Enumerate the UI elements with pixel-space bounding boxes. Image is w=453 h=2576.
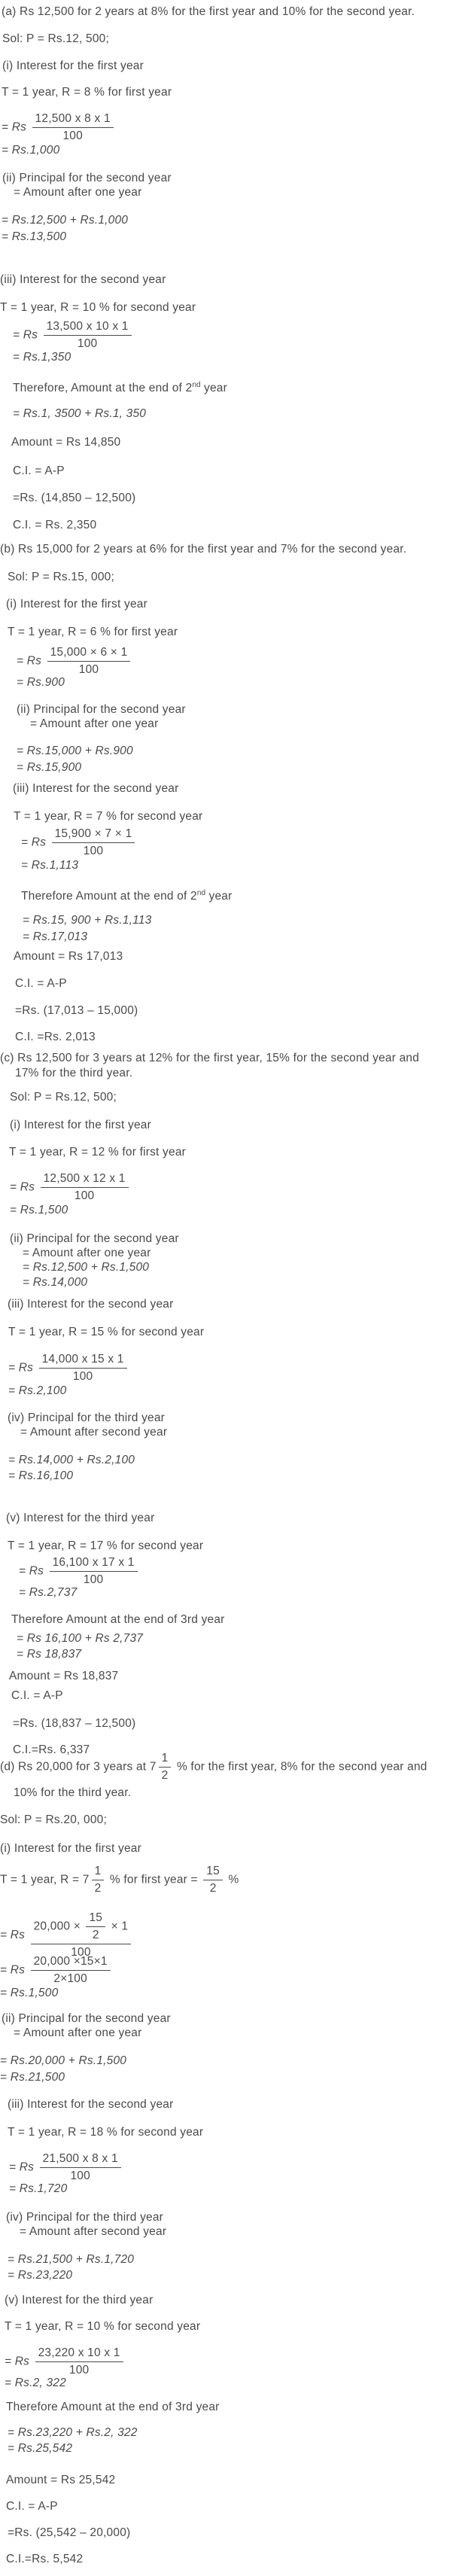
text-segment: (iv) Principal for the third year xyxy=(8,1411,166,1424)
fraction-denominator: 100 xyxy=(74,1189,95,1202)
text-segment: = Amount after second year xyxy=(20,2225,167,2238)
part-a-heading xyxy=(2,5,415,20)
fraction-numerator: 13,500 x 10 x 1 xyxy=(44,319,132,336)
fraction-denominator: 100 xyxy=(83,1573,104,1586)
c-i-result xyxy=(10,1203,68,1218)
text-segment: = Amount after one year xyxy=(23,1247,151,1259)
c-iii-result xyxy=(8,1384,66,1399)
text-segment: = Rs xyxy=(2,120,30,134)
a-ii-sum xyxy=(2,213,128,228)
fraction-numerator: 15 xyxy=(86,1911,105,1927)
b-iii-result xyxy=(21,858,78,873)
fraction xyxy=(92,1864,105,1896)
a-amount-heading xyxy=(13,378,227,396)
text-segment: C.I. = A-P xyxy=(11,1689,63,1702)
a-amount-sum xyxy=(13,406,146,422)
fraction-numerator: 15,900 × 7 × 1 xyxy=(52,827,135,843)
text-segment: (i) Interest for the first year xyxy=(10,1119,151,1131)
b-amount-sum xyxy=(23,913,151,928)
text-segment: = Rs.2,100 xyxy=(8,1384,67,1397)
c-iii-heading xyxy=(8,1297,173,1312)
c-v-equation xyxy=(19,1555,140,1588)
text-segment: (iii) Interest for the second year xyxy=(13,782,179,795)
text-segment: year xyxy=(205,890,233,903)
text-segment: 17% for the third year. xyxy=(15,1067,133,1079)
c-v-rate xyxy=(8,1539,203,1554)
d-i-equation-1 xyxy=(0,1911,133,1960)
fraction-numerator: 23,220 x 10 x 1 xyxy=(35,2346,123,2362)
text-segment: =Rs. (17,013 – 15,000) xyxy=(15,1004,138,1017)
part-c-heading-line1 xyxy=(0,1051,419,1066)
d-amount-result xyxy=(6,2473,115,2488)
text-segment: T = 1 year, R = 6 % for first year xyxy=(8,626,178,638)
text-segment: = Rs.14,000 + Rs.2,100 xyxy=(8,1454,135,1466)
fraction xyxy=(50,1555,138,1588)
text-segment: (b) Rs 15,000 for 2 years at 6% for the first year and 7% for the second year. xyxy=(0,543,407,556)
d-ii-subline xyxy=(14,2026,141,2041)
b-amount-subresult xyxy=(23,930,87,945)
fraction xyxy=(32,111,114,144)
text-segment: = Rs xyxy=(5,2355,33,2368)
fraction-numerator xyxy=(31,1911,132,1944)
text-segment: = Rs.1,500 xyxy=(0,1987,59,1999)
fraction xyxy=(31,1954,111,1987)
d-ci-result xyxy=(6,2552,83,2567)
d-amount-heading xyxy=(6,2400,220,2415)
fraction-numerator: 21,500 x 8 x 1 xyxy=(40,2151,121,2168)
text-segment: = Rs.1, 3500 + Rs.1, 350 xyxy=(13,407,147,420)
text-segment: (ii) Principal for the second year xyxy=(2,172,172,184)
text-segment: C.I.=Rs. 6,337 xyxy=(13,1743,90,1756)
fraction-denominator: 100 xyxy=(62,129,83,142)
b-iii-heading xyxy=(13,781,178,796)
c-ii-heading xyxy=(10,1232,179,1247)
text-segment: 20,000 × xyxy=(33,1920,84,1933)
d-ci-formula xyxy=(6,2499,58,2514)
text-segment: C.I. = A-P xyxy=(15,977,67,990)
text-segment: (d) Rs 20,000 for 3 years at 7 xyxy=(0,1760,157,1774)
b-ci-formula xyxy=(15,976,67,991)
text-segment: Amount = Rs 14,850 xyxy=(11,436,121,449)
d-i-rate xyxy=(0,1864,239,1896)
b-i-heading xyxy=(6,597,147,612)
d-i-equation-2 xyxy=(0,1954,113,1987)
c-amount-subresult xyxy=(17,1647,81,1662)
fraction xyxy=(40,2151,121,2184)
c-i-heading xyxy=(10,1118,151,1133)
c-iv-sum xyxy=(8,1453,135,1468)
c-ii-result xyxy=(23,1275,87,1290)
text-segment: = Rs xyxy=(19,1564,47,1578)
text-segment: = Rs.14,000 xyxy=(23,1276,88,1289)
text-segment: Amount = Rs 18,837 xyxy=(9,1670,119,1682)
fraction-denominator: 2 xyxy=(92,1929,99,1941)
c-i-equation xyxy=(10,1171,131,1204)
fraction xyxy=(203,1864,223,1896)
text-segment: = Rs.900 xyxy=(17,676,65,689)
part-c-heading-line2 xyxy=(15,1066,132,1081)
fraction xyxy=(86,1911,105,1943)
c-iv-heading xyxy=(8,1411,165,1426)
c-ii-sum xyxy=(23,1260,149,1275)
text-segment: T = 1 year, R = 18 % for second year xyxy=(8,2126,204,2139)
text-segment: (i) Interest for the first year xyxy=(0,1842,141,1855)
text-segment: = Rs.1,350 xyxy=(13,351,71,364)
text-segment: T = 1 year, R = 8 % for first year xyxy=(2,86,172,99)
a-i-rate xyxy=(2,85,172,100)
fraction-denominator: 2 xyxy=(161,1769,169,1782)
text-segment: (iv) Principal for the third year xyxy=(6,2211,164,2224)
c-i-rate xyxy=(9,1145,186,1160)
part-d-heading-line1 xyxy=(0,1751,427,1783)
d-ii-sum xyxy=(0,2054,126,2069)
text-segment: year xyxy=(200,382,227,395)
text-segment: Therefore Amount at the end of 2 xyxy=(21,890,197,903)
d-v-result xyxy=(5,2376,66,2391)
b-i-rate xyxy=(8,625,178,640)
text-segment: C.I. =Rs. 2,013 xyxy=(15,1031,96,1043)
text-segment: = Rs.1,500 xyxy=(10,1204,68,1216)
text-segment: (v) Interest for the third year xyxy=(5,2294,154,2307)
b-amount-result xyxy=(14,949,123,964)
fraction-numerator: 1 xyxy=(92,1864,105,1880)
a-i-equation xyxy=(2,111,116,144)
fraction-denominator: 100 xyxy=(68,2364,90,2377)
part-b-sol xyxy=(8,570,114,585)
d-ii-heading xyxy=(2,2011,171,2026)
a-iii-rate xyxy=(0,300,196,315)
b-i-result xyxy=(17,675,65,690)
text-segment: (c) Rs 12,500 for 3 years at 12% for the first year, 15% for the second year and xyxy=(0,1052,420,1064)
text-segment: % for the first year, 8% for the second year and xyxy=(173,1760,427,1774)
text-segment: T = 1 year, R = 10 % for second year xyxy=(0,301,196,314)
c-amount-heading xyxy=(11,1612,225,1628)
text-segment: (ii) Principal for the second year xyxy=(17,703,186,716)
text-segment: = Rs.1,113 xyxy=(21,859,79,872)
text-segment: T = 1 year, R = 15 % for second year xyxy=(8,1326,205,1338)
text-segment: C.I.=Rs. 5,542 xyxy=(6,2553,84,2565)
text-segment: = Rs.16,100 xyxy=(8,1469,74,1482)
b-ii-sum xyxy=(17,744,133,759)
fraction xyxy=(35,2346,123,2378)
a-ci-result xyxy=(13,518,96,533)
a-i-result xyxy=(2,143,59,158)
d-iii-equation xyxy=(9,2151,123,2184)
a-amount-result xyxy=(11,435,120,450)
fraction xyxy=(52,827,135,859)
fraction-numerator: 12,500 x 8 x 1 xyxy=(32,111,114,128)
c-iv-result xyxy=(8,1469,73,1484)
text-segment: × 1 xyxy=(108,1920,129,1933)
text-segment: = Rs.2,737 xyxy=(19,1586,78,1599)
b-amount-heading xyxy=(21,886,232,904)
text-segment: Therefore Amount at the end of 3rd year xyxy=(11,1613,225,1626)
text-segment: = Rs.15,000 + Rs.900 xyxy=(17,744,133,757)
b-ci-sub xyxy=(15,1003,138,1019)
fraction-denominator: 100 xyxy=(71,1946,91,1959)
d-iv-sum xyxy=(8,2252,134,2267)
fraction xyxy=(41,1171,129,1204)
text-segment: Amount = Rs 25,542 xyxy=(6,2474,116,2486)
text-segment: % xyxy=(224,1873,239,1886)
text-segment: T = 1 year, R = 17 % for second year xyxy=(8,1539,204,1552)
d-v-equation xyxy=(5,2346,126,2378)
fraction-denominator: 100 xyxy=(78,663,99,676)
a-ii-subline xyxy=(14,185,141,200)
text-segment: = Rs.15,900 xyxy=(17,761,82,774)
ordinal-superscript: nd xyxy=(196,889,206,897)
text-segment: Therefore, Amount at the end of 2 xyxy=(13,382,193,395)
text-segment: Amount = Rs 17,013 xyxy=(14,950,123,963)
c-amount-sum xyxy=(17,1631,143,1646)
text-segment: (a) Rs 12,500 for 2 years at 8% for the first year and 10% for the second year. xyxy=(2,5,415,18)
text-segment: =Rs. (18,837 – 12,500) xyxy=(13,1717,136,1730)
fraction-numerator: 20,000 ×15×1 xyxy=(31,1954,111,1971)
text-segment: T = 1 year, R = 7 % for second year xyxy=(14,810,203,823)
text-segment: = Amount after one year xyxy=(14,186,142,199)
fraction xyxy=(39,1352,127,1384)
d-iii-rate xyxy=(8,2125,203,2140)
text-segment: 10% for the third year. xyxy=(14,1786,132,1799)
fraction-numerator: 15 xyxy=(203,1864,223,1880)
fraction-denominator: 2×100 xyxy=(53,1972,87,1985)
text-segment: (iii) Interest for the second year xyxy=(8,2098,174,2111)
part-a-sol xyxy=(2,32,109,47)
text-segment: T = 1 year, R = 7 xyxy=(0,1873,90,1886)
d-i-result xyxy=(0,1986,58,2001)
d-v-rate xyxy=(5,2319,200,2334)
text-segment: (iii) Interest for the second year xyxy=(8,1298,174,1311)
text-segment: = Rs.21,500 xyxy=(0,2071,65,2084)
text-segment: T = 1 year, R = 12 % for first year xyxy=(9,1146,187,1159)
ordinal-superscript: nd xyxy=(192,381,201,389)
a-ci-sub xyxy=(13,491,135,506)
a-ii-result xyxy=(2,230,66,245)
part-d-heading-line2 xyxy=(14,1786,131,1801)
a-iii-result xyxy=(13,350,71,365)
b-iii-equation xyxy=(21,827,137,859)
text-segment: = Rs.12,500 + Rs.1,500 xyxy=(23,1261,150,1274)
text-segment: C.I. = Rs. 2,350 xyxy=(13,519,97,531)
part-b-heading xyxy=(0,542,406,557)
a-ci-formula xyxy=(13,464,65,479)
d-amount-sum xyxy=(8,2425,138,2441)
text-segment: T = 1 year, R = 10 % for second year xyxy=(5,2320,201,2333)
fraction xyxy=(44,319,132,352)
text-segment: =Rs. (25,542 – 20,000) xyxy=(8,2526,131,2539)
c-ci-sub xyxy=(13,1716,135,1731)
fraction-denominator: 100 xyxy=(70,2170,90,2182)
text-segment: = Rs.17,013 xyxy=(23,930,88,943)
b-ii-heading xyxy=(17,702,186,717)
a-i-heading xyxy=(2,59,144,74)
fraction-numerator: 15,000 × 6 × 1 xyxy=(47,645,131,662)
fraction xyxy=(159,1751,172,1783)
fraction-denominator: 100 xyxy=(83,845,104,857)
d-iv-heading xyxy=(6,2210,163,2225)
text-segment: Sol: P = Rs.20, 000; xyxy=(0,1813,108,1826)
text-segment: = Rs xyxy=(0,1963,29,1977)
fraction xyxy=(47,645,131,677)
text-segment: = Rs 16,100 + Rs 2,737 xyxy=(17,1632,144,1645)
text-segment: = Rs.23,220 xyxy=(8,2269,73,2282)
b-ii-subline xyxy=(30,717,158,732)
c-v-heading xyxy=(6,1511,154,1526)
text-segment: = Rs.12,500 + Rs.1,000 xyxy=(2,214,129,227)
d-ii-result xyxy=(0,2070,65,2085)
fraction-numerator: 1 xyxy=(159,1751,172,1768)
fraction-denominator: 2 xyxy=(94,1882,102,1895)
d-iii-heading xyxy=(8,2097,173,2112)
text-segment: = Rs 18,837 xyxy=(17,1648,82,1661)
fraction xyxy=(31,1911,132,1960)
c-ii-subline xyxy=(23,1246,150,1261)
text-segment: = Rs.13,500 xyxy=(2,230,67,243)
text-segment: = Rs xyxy=(13,328,41,342)
fraction-numerator: 14,000 x 15 x 1 xyxy=(39,1352,127,1369)
c-iii-equation xyxy=(8,1352,129,1384)
text-segment: = Rs.23,220 + Rs.2, 322 xyxy=(8,2426,138,2439)
text-segment: (ii) Principal for the second year xyxy=(10,1232,179,1245)
text-segment: (ii) Principal for the second year xyxy=(2,2012,171,2025)
text-segment: Sol: P = Rs.12, 500; xyxy=(2,32,110,45)
c-v-result xyxy=(19,1585,77,1600)
text-segment: = Rs.15, 900 + Rs.1,113 xyxy=(23,914,152,927)
fraction-numerator: 12,500 x 12 x 1 xyxy=(41,1171,129,1188)
text-segment: = Rs.25,542 xyxy=(8,2442,73,2455)
text-segment: (i) Interest for the first year xyxy=(2,59,144,72)
d-iv-result xyxy=(8,2268,72,2283)
fraction-denominator: 100 xyxy=(72,1370,93,1383)
c-iv-subline xyxy=(20,1425,167,1440)
text-segment: = Amount after one year xyxy=(14,2026,142,2039)
c-amount-result xyxy=(9,1669,118,1684)
text-segment: = Rs.20,000 + Rs.1,500 xyxy=(0,2054,127,2067)
text-segment: = Rs xyxy=(0,1929,29,1942)
b-ii-result xyxy=(17,760,81,775)
text-segment: C.I. = A-P xyxy=(13,464,65,477)
fraction-denominator: 2 xyxy=(209,1882,217,1895)
a-iii-equation xyxy=(13,319,134,352)
a-ii-heading xyxy=(2,171,172,186)
text-segment: (iii) Interest for the second year xyxy=(0,273,166,286)
text-segment: = Rs xyxy=(21,836,50,849)
d-iv-subline xyxy=(20,2224,166,2240)
text-segment: = Rs.1,720 xyxy=(9,2182,68,2195)
d-iii-result xyxy=(9,2182,67,2197)
fraction-numerator: 16,100 x 17 x 1 xyxy=(50,1555,138,1572)
text-segment: Sol: P = Rs.15, 000; xyxy=(8,571,115,583)
c-ci-formula xyxy=(11,1688,63,1704)
part-d-sol xyxy=(0,1813,107,1828)
b-iii-rate xyxy=(14,809,202,824)
text-segment: (i) Interest for the first year xyxy=(6,598,147,611)
b-i-equation xyxy=(17,645,132,677)
b-ci-result xyxy=(15,1030,96,1045)
part-c-sol xyxy=(10,1090,117,1105)
text-segment: = Rs.2, 322 xyxy=(5,2377,66,2389)
text-segment: =Rs. (14,850 – 12,500) xyxy=(13,492,136,504)
text-segment: = Rs xyxy=(9,2160,38,2174)
text-segment: C.I. = A-P xyxy=(6,2500,58,2513)
text-segment: = Rs xyxy=(10,1180,38,1194)
fraction-denominator: 100 xyxy=(77,337,98,350)
text-segment: = Amount after second year xyxy=(20,1426,168,1439)
text-segment: (v) Interest for the third year xyxy=(6,1512,155,1524)
text-segment: % for first year = xyxy=(106,1873,202,1886)
text-segment: = Amount after one year xyxy=(30,717,159,730)
c-iii-rate xyxy=(8,1325,204,1340)
text-segment: = Rs.1,000 xyxy=(2,144,60,157)
text-segment: Sol: P = Rs.12, 500; xyxy=(10,1091,117,1104)
text-segment: Therefore Amount at the end of 3rd year xyxy=(6,2401,220,2413)
text-segment: = Rs xyxy=(8,1361,37,1375)
a-iii-heading xyxy=(0,273,166,288)
text-segment: = Rs xyxy=(17,654,45,668)
d-ci-sub xyxy=(8,2526,130,2541)
d-amount-subresult xyxy=(8,2441,72,2456)
text-segment: = Rs.21,500 + Rs.1,720 xyxy=(8,2253,135,2266)
d-i-heading xyxy=(0,1841,141,1856)
d-v-heading xyxy=(5,2293,153,2308)
